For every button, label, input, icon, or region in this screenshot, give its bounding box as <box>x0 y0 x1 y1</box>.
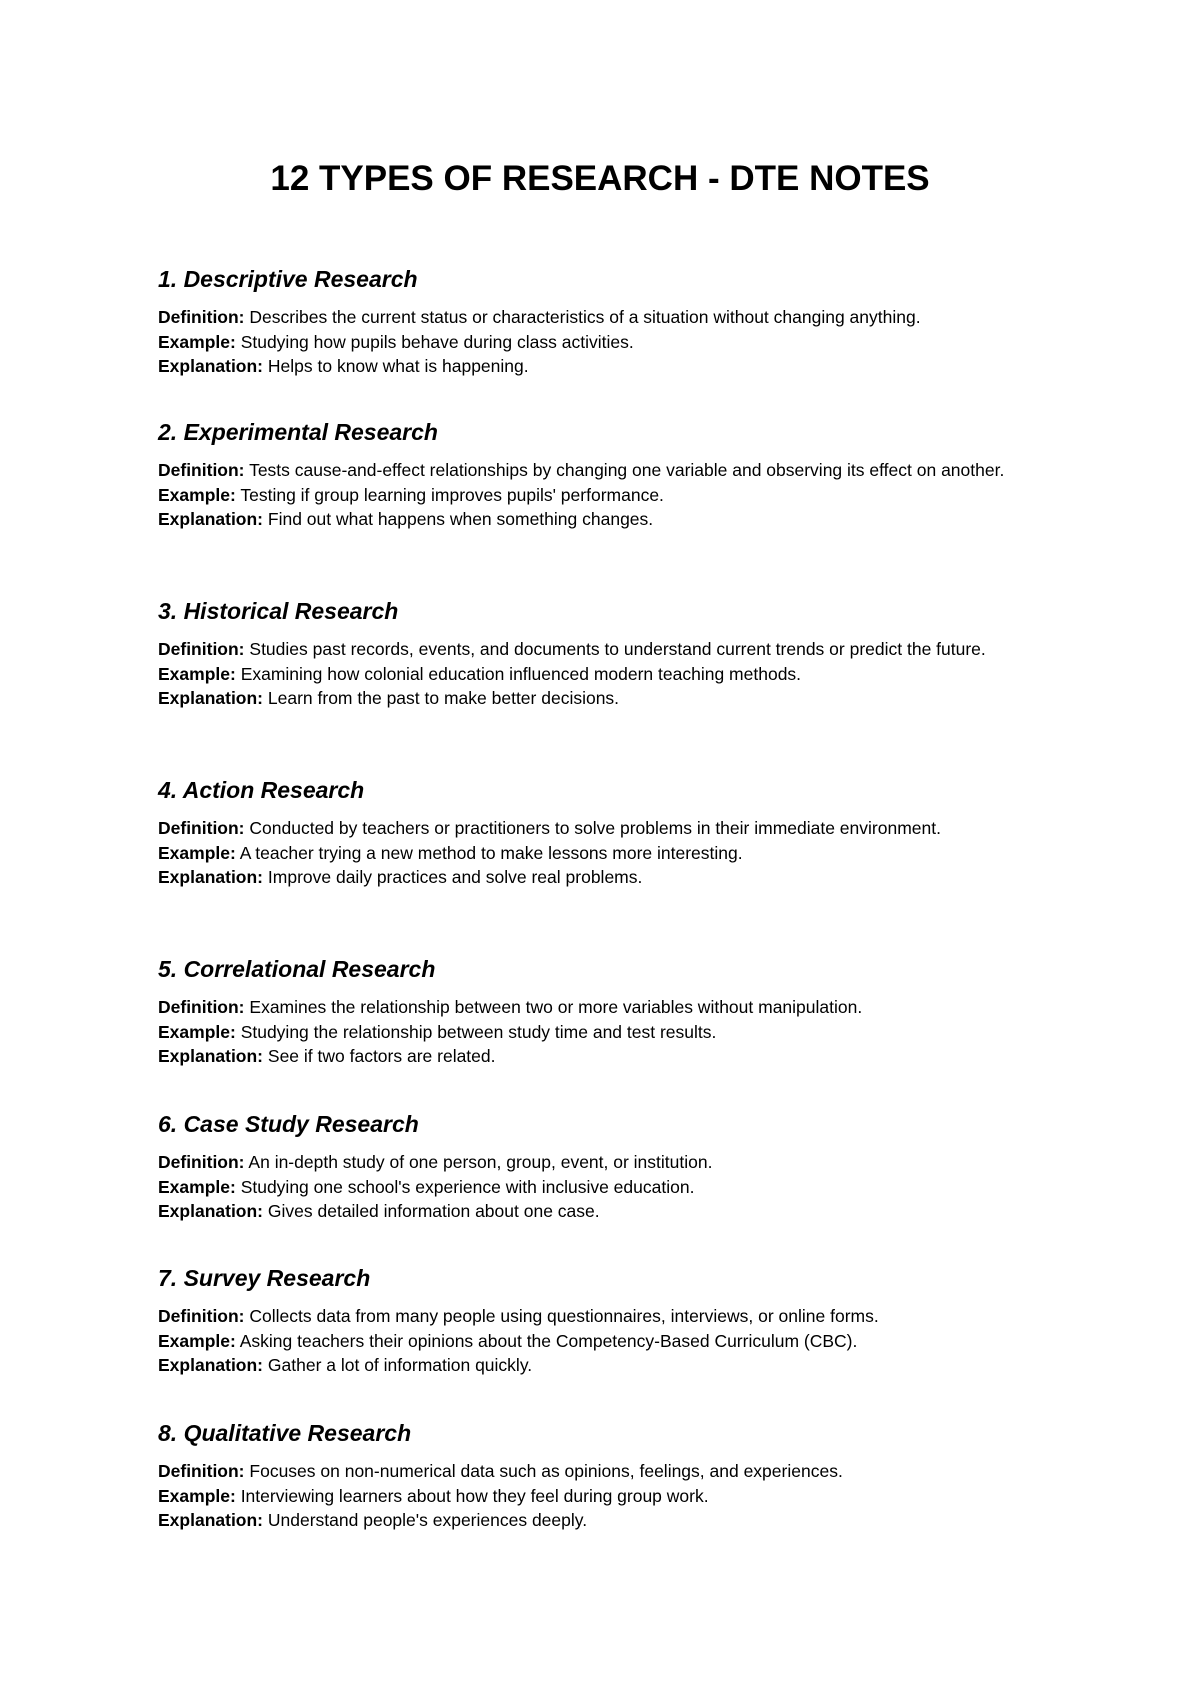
section-heading: 5. Correlational Research <box>158 956 436 982</box>
explanation-text: Understand people's experiences deeply. <box>267 1510 588 1530</box>
example-label: Example: <box>158 842 236 863</box>
explanation-label: Explanation: <box>158 1355 264 1375</box>
definition-line <box>158 637 1058 662</box>
explanation-text: Find out what happens when something changes. <box>267 509 654 529</box>
definition-line <box>158 995 1058 1020</box>
definition-line <box>158 1150 1058 1175</box>
example-label: Example: <box>158 1021 236 1042</box>
explanation-line <box>158 865 1058 890</box>
explanation-text: Learn from the past to make better decisions. <box>267 688 620 708</box>
section-experimental-research <box>158 416 1058 532</box>
explanation-label: Explanation: <box>158 688 264 708</box>
definition-label: Definition: <box>158 639 245 659</box>
definition-text: Conducted by teachers or practitioners to solve problems in their immediate environment. <box>249 818 941 838</box>
section-correlational-research <box>158 953 1058 1069</box>
example-line <box>158 330 1058 355</box>
section-historical-research <box>158 595 1058 711</box>
explanation-text: Helps to know what is happening. <box>267 356 529 376</box>
definition-text: Examines the relationship between two or more variables without manipulation. <box>249 997 863 1017</box>
explanation-line <box>158 686 1058 711</box>
explanation-label: Explanation: <box>158 509 264 529</box>
explanation-text: See if two factors are related. <box>267 1046 496 1066</box>
definition-line <box>158 1459 1058 1484</box>
example-label: Example: <box>158 663 236 684</box>
definition-label: Definition: <box>158 1306 245 1326</box>
definition-label: Definition: <box>158 460 245 480</box>
explanation-line <box>158 1353 1058 1378</box>
section-heading: 2. Experimental Research <box>158 419 438 445</box>
example-label: Example: <box>158 1176 236 1197</box>
definition-line <box>158 816 1058 841</box>
section-heading: 1. Descriptive Research <box>158 266 418 292</box>
definition-text: An in-depth study of one person, group, event, or institution. <box>248 1152 713 1172</box>
explanation-label: Explanation: <box>158 1510 264 1530</box>
explanation-line <box>158 354 1058 379</box>
definition-line <box>158 458 1058 483</box>
example-text: Studying one school's experience with inclusive education. <box>240 1176 695 1197</box>
definition-text: Collects data from many people using questionnaires, interviews, or online forms. <box>249 1306 879 1326</box>
explanation-text: Improve daily practices and solve real problems. <box>267 867 643 887</box>
example-text: Asking teachers their opinions about the Competency-Based Curriculum (CBC). <box>239 1330 858 1351</box>
section-heading: 8. Qualitative Research <box>158 1420 412 1446</box>
explanation-text: Gather a lot of information quickly. <box>267 1355 533 1375</box>
definition-label: Definition: <box>158 997 245 1017</box>
section-heading: 7. Survey Research <box>158 1265 371 1291</box>
definition-label: Definition: <box>158 1152 245 1172</box>
example-text: Interviewing learners about how they feel during group work. <box>240 1485 709 1506</box>
explanation-label: Explanation: <box>158 356 264 376</box>
definition-label: Definition: <box>158 307 245 327</box>
definition-line <box>158 305 1058 330</box>
example-text: Studying the relationship between study time and test results. <box>240 1021 717 1042</box>
section-heading: 4. Action Research <box>158 777 365 803</box>
explanation-line <box>158 1508 1058 1533</box>
definition-text: Tests cause-and-effect relationships by changing one variable and observing its effect on another. <box>249 460 1005 480</box>
definition-text: Focuses on non-numerical data such as opinions, feelings, and experiences. <box>249 1461 843 1481</box>
explanation-line <box>158 1199 1058 1224</box>
example-label: Example: <box>158 331 236 352</box>
explanation-label: Explanation: <box>158 867 264 887</box>
example-line <box>158 1329 1058 1354</box>
definition-label: Definition: <box>158 818 245 838</box>
section-survey-research <box>158 1262 1058 1378</box>
definition-label: Definition: <box>158 1461 245 1481</box>
example-line <box>158 841 1058 866</box>
example-label: Example: <box>158 484 236 505</box>
explanation-label: Explanation: <box>158 1046 264 1066</box>
section-case-study-research <box>158 1108 1058 1224</box>
explanation-label: Explanation: <box>158 1201 264 1221</box>
example-label: Example: <box>158 1485 236 1506</box>
section-heading: 3. Historical Research <box>158 598 399 624</box>
example-text: A teacher trying a new method to make lessons more interesting. <box>239 842 743 863</box>
explanation-text: Gives detailed information about one case. <box>267 1201 600 1221</box>
example-line <box>158 662 1058 687</box>
example-line <box>158 483 1058 508</box>
page-title: 12 TYPES OF RESEARCH - DTE NOTES <box>270 159 930 198</box>
section-action-research <box>158 774 1058 890</box>
example-text: Examining how colonial education influenced modern teaching methods. <box>240 663 802 684</box>
explanation-line <box>158 1044 1058 1069</box>
section-heading: 6. Case Study Research <box>158 1111 419 1137</box>
definition-text: Describes the current status or characteristics of a situation without changing anything. <box>249 307 921 327</box>
example-label: Example: <box>158 1330 236 1351</box>
example-text: Testing if group learning improves pupils' performance. <box>240 484 664 505</box>
example-line <box>158 1020 1058 1045</box>
section-qualitative-research <box>158 1417 1058 1533</box>
example-line <box>158 1175 1058 1200</box>
definition-text: Studies past records, events, and documents to understand current trends or predict the future. <box>249 639 986 659</box>
example-line <box>158 1484 1058 1509</box>
section-descriptive-research <box>158 263 1058 379</box>
definition-line <box>158 1304 1058 1329</box>
example-text: Studying how pupils behave during class activities. <box>240 331 634 352</box>
explanation-line <box>158 507 1058 532</box>
